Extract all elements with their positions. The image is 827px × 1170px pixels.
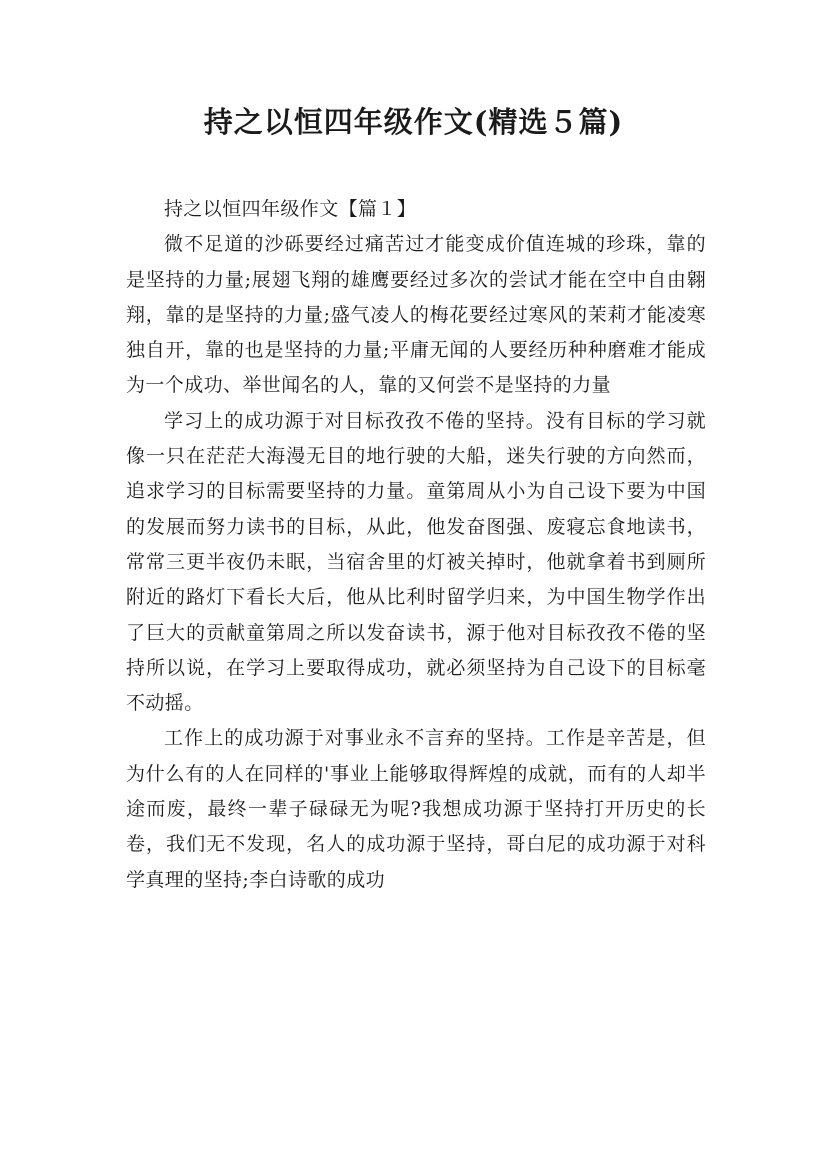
paragraph: 学习上的成功源于对目标孜孜不倦的坚持。没有目标的学习就像一只在茫茫大海漫无目的地行驶的大船，迷失行驶的方向然而，追求学习的目标需要坚持的力量。童第周从小为自己设下要为中国的发展而努力读书的目标，从此，他发奋图强、废寝忘食地读书，常常三更半夜仍未眠，当宿舍里的灯被关掉时，他就拿着书到厕所附近的路灯下看长大后，他从比利时留学归来，为中国生物学作出了巨大的贡献童第周之所以发奋读书，源于他对目标孜孜不倦的坚持所以说，在学习上要取得成功，就必须坚持为自己设下的目标毫不动摇。	[126, 409, 706, 715]
document-body	[126, 192, 706, 898]
paragraph: 工作上的成功源于对事业永不言弃的坚持。工作是辛苦是，但为什么有的人在同样的'事业上能够取得辉煌的成就，而有的人却半途而废，最终一辈子碌碌无为呢?我想成功源于坚持打开历史的长卷，我们无不发现，名人的成功源于坚持，哥白尼的成功源于对科学真理的坚持;李白诗歌的成功	[126, 727, 706, 891]
section-heading: 持之以恒四年级作文【篇１】	[164, 198, 417, 220]
document-title: 持之以恒四年级作文(精选５篇)	[203, 105, 624, 139]
paragraph: 微不足道的沙砾要经过痛苦过才能变成价值连城的珍珠，靠的是坚持的力量;展翅飞翔的雄鹰要经过多次的尝试才能在空中自由翱翔，靠的是坚持的力量;盛气凌人的梅花要经过寒风的茉莉才能凌寒独自开，靠的也是坚持的力量;平庸无闻的人要经历种种磨难才能成为一个成功、举世闻名的人，靠的又何尝不是坚持的力量	[126, 233, 706, 397]
